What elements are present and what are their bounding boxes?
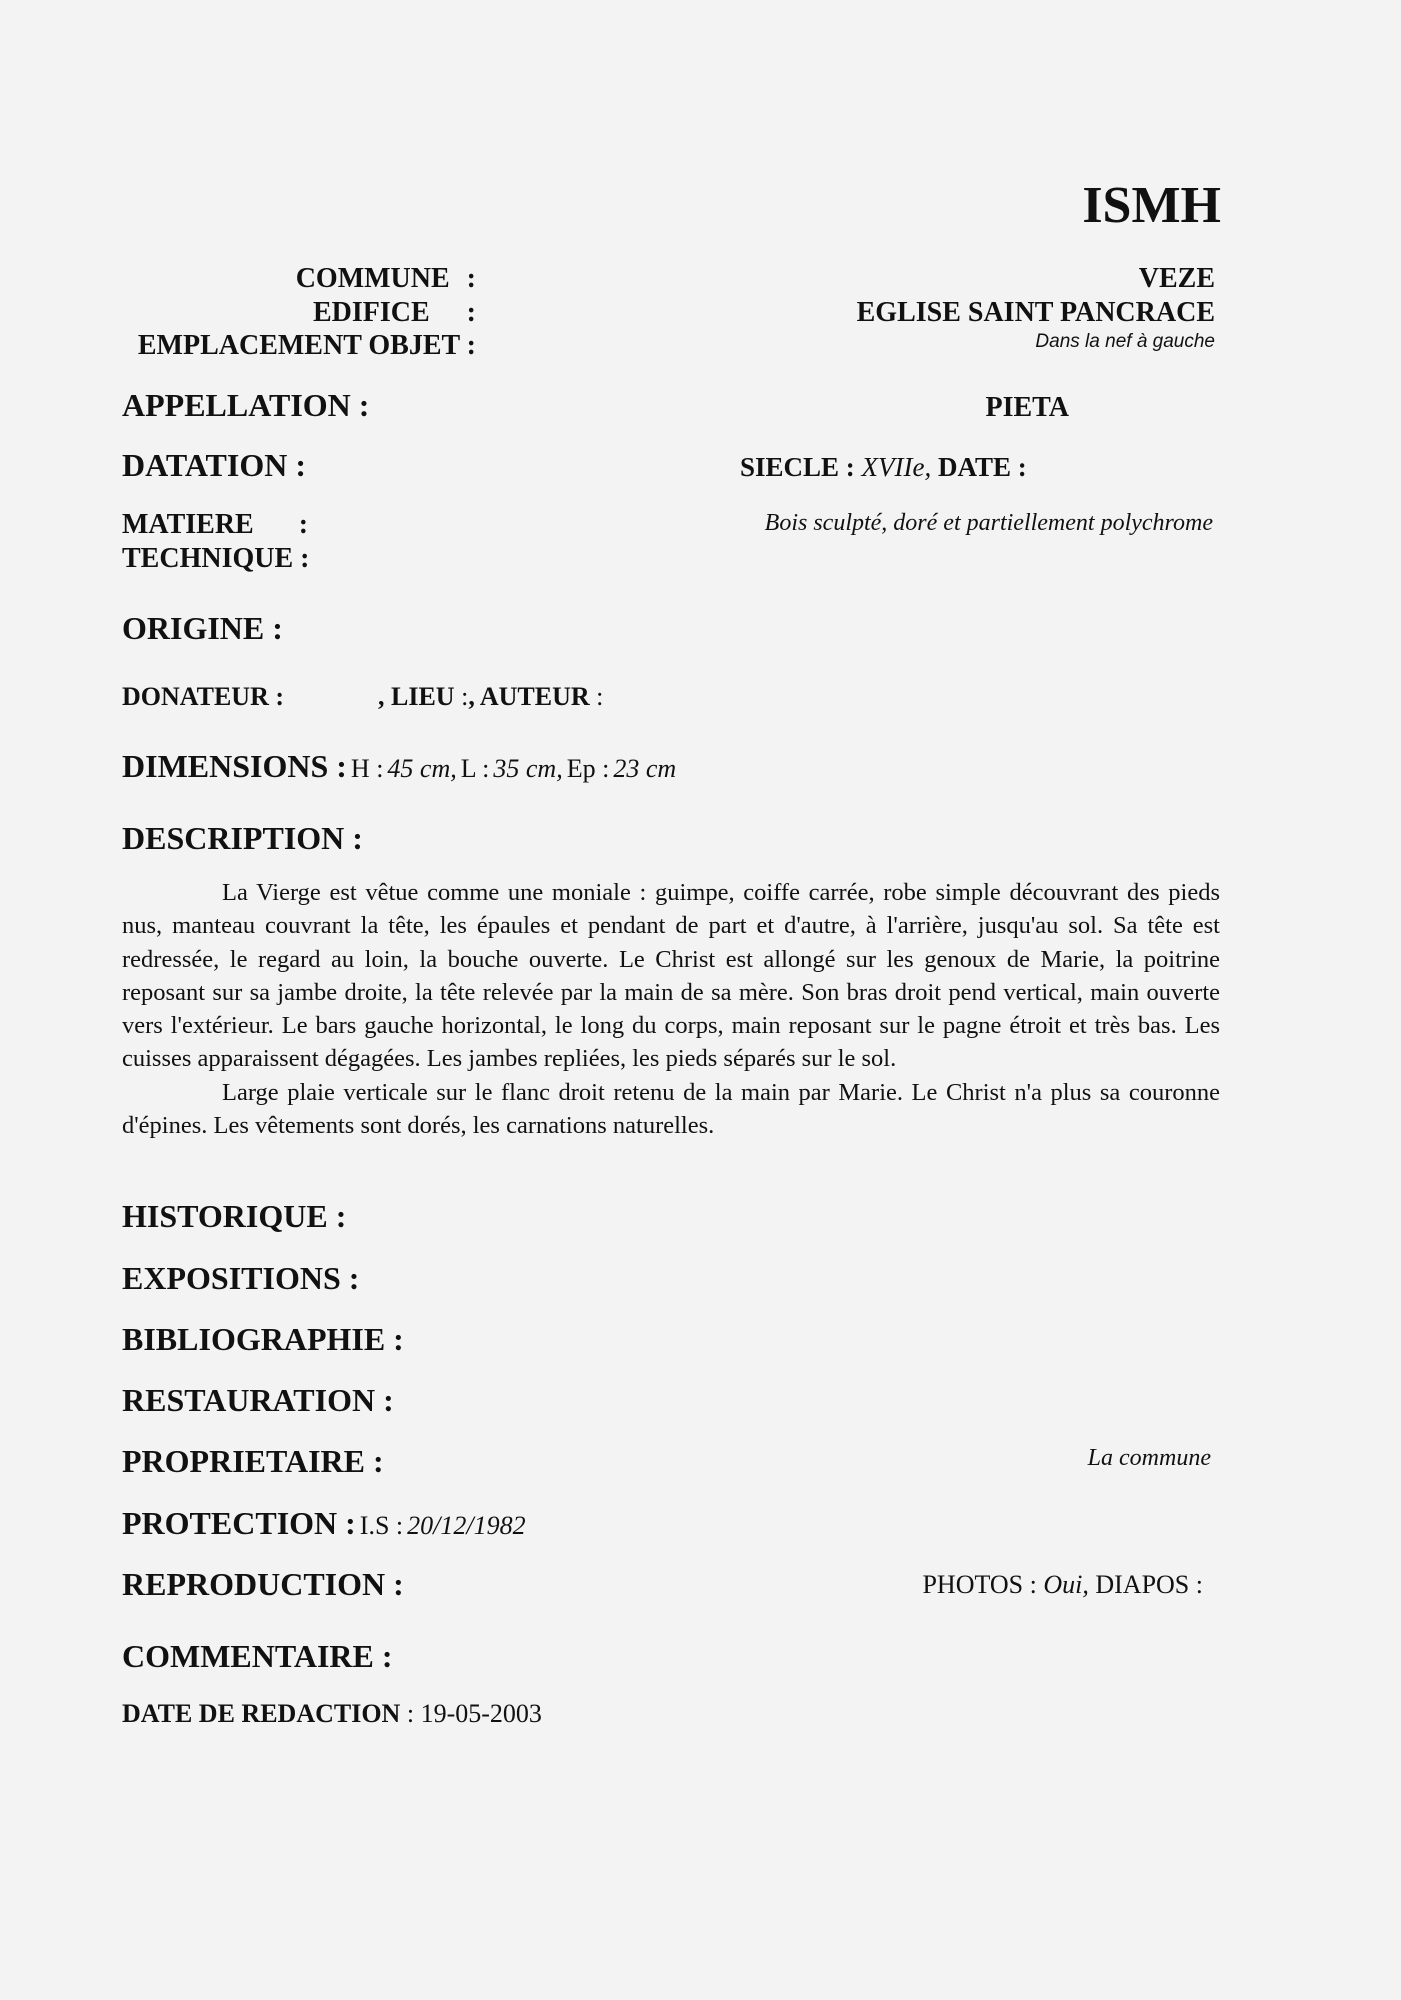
auteur-label: , AUTEUR xyxy=(468,682,590,711)
description-paragraph-2: Large plaie verticale sur le flanc droit retenu de la main par Marie. Le Christ n'a plus sa couronne d'épines. Les vêtements sont dorés, les carnations naturelles. xyxy=(122,1078,1220,1140)
edifice-value: EGLISE SAINT PANCRACE xyxy=(856,297,1215,328)
reproduction-values xyxy=(922,1570,1203,1600)
dim-h-label: H : xyxy=(350,754,384,783)
commentaire-label: COMMENTAIRE : xyxy=(122,1638,393,1674)
photos-value: Oui, xyxy=(1043,1570,1089,1599)
origine-label: ORIGINE : xyxy=(122,610,283,646)
dim-l-value: 35 cm, xyxy=(493,754,563,783)
matiere-label: MATIERE : xyxy=(122,509,309,540)
redaction-value: 19-05-2003 xyxy=(420,1699,542,1728)
appellation-label: APPELLATION : xyxy=(122,387,370,423)
dim-ep-label: Ep : xyxy=(566,754,610,783)
protection-label: PROTECTION : xyxy=(122,1505,356,1541)
redaction-sep: : xyxy=(400,1699,415,1728)
protection-type: I.S : xyxy=(359,1511,404,1540)
emplacement-label: EMPLACEMENT OBJET : xyxy=(137,330,476,361)
expositions-label: EXPOSITIONS : xyxy=(122,1260,360,1296)
historique-label: HISTORIQUE : xyxy=(122,1198,347,1234)
description-text xyxy=(122,876,1220,1142)
dim-l-label: L : xyxy=(460,754,490,783)
document-title: ISMH xyxy=(1082,177,1221,234)
bibliographie-label: BIBLIOGRAPHIE : xyxy=(122,1321,404,1357)
siecle-label: SIECLE : xyxy=(740,452,855,482)
diapos-label: DIAPOS : xyxy=(1095,1570,1203,1599)
restauration-label: RESTAURATION : xyxy=(122,1382,394,1418)
lieu-label: , LIEU xyxy=(378,682,455,711)
datation-label: DATATION : xyxy=(122,447,306,483)
siecle-value: XVIIe, xyxy=(861,452,932,482)
redaction-line xyxy=(122,1699,542,1729)
matiere-value: Bois sculpté, doré et partiellement polychrome xyxy=(764,510,1213,536)
emplacement-value: Dans la nef à gauche xyxy=(1035,331,1215,352)
protection-line xyxy=(122,1505,526,1542)
proprietaire-value: La commune xyxy=(1087,1445,1211,1471)
description-paragraph-1: La Vierge est vêtue comme une moniale : guimpe, coiffe carrée, robe simple découvrant des pieds nus, manteau couvrant la tête, les épaules et pendant de part et d'autre, à l'arrière, jusqu'au sol. Sa tête est redressée, le regard au loin, la bouche ouverte. Le Christ est allongé sur les genoux de Marie, la poitrine reposant sur sa jambe droite, la tête relevée par la main de sa mère. Son bras droit pend vertical, main ouverte vers l'extérieur. Le bars gauche horizontal, le long du corps, main reposant sur le pagne étroit et très bas. Les cuisses apparaissent dégagées. Les jambes repliées, les pieds séparés sur le sol. xyxy=(122,879,1220,1073)
appellation-value: PIETA xyxy=(985,392,1069,423)
redaction-label: DATE DE REDACTION xyxy=(122,1699,401,1728)
photos-label: PHOTOS : xyxy=(922,1570,1037,1599)
lieu-sep: : xyxy=(454,682,469,711)
datation-values xyxy=(740,452,1027,483)
date-label: DATE : xyxy=(938,452,1027,482)
commune-value: VEZE xyxy=(1138,263,1215,294)
dim-h-value: 45 cm, xyxy=(387,754,457,783)
description-label: DESCRIPTION : xyxy=(122,820,363,856)
proprietaire-label: PROPRIETAIRE : xyxy=(122,1443,384,1479)
protection-date: 20/12/1982 xyxy=(407,1511,526,1540)
dim-ep-value: 23 cm xyxy=(613,754,677,783)
reproduction-label: REPRODUCTION : xyxy=(122,1566,404,1602)
technique-label: TECHNIQUE : xyxy=(122,543,310,574)
dimensions-label: DIMENSIONS : xyxy=(122,748,347,784)
dimensions-line xyxy=(122,748,676,785)
auteur-sep: : xyxy=(589,682,604,711)
donateur-label: DONATEUR : xyxy=(122,682,285,711)
donateur-line xyxy=(378,682,603,712)
edifice-label: EDIFICE : xyxy=(312,297,476,328)
commune-label: COMMUNE : xyxy=(295,263,476,294)
